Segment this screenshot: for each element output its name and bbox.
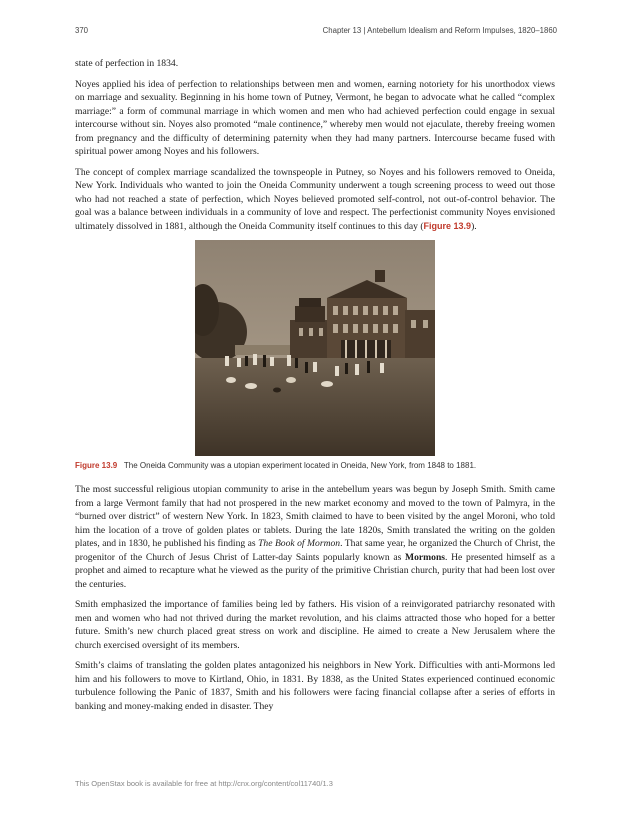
paragraph-joseph-smith-b: . That same year, he organized the Church of Christ, the progenitor of the Church of Jesus Christ of Latter-day Saints popularly known as bbox=[75, 538, 555, 563]
lawn bbox=[195, 358, 435, 456]
paragraph-kirtland: Smith’s claims of translating the golden plates antagonized his neighbors in New York. Difficulties with anti-Mormons led him and his followers to move to Kirtland, Ohio, in 1831. By 1838, as the United States experienced continued economic turbulence following the Panic of 1837, Smith and his followers were facing financial collapse after a series of efforts in banking and money-making ended in disaster. They bbox=[75, 660, 555, 712]
figure-reference-link[interactable]: Figure 13.9 bbox=[423, 220, 472, 231]
chapter-title-header: Chapter 13 | Antebellum Idealism and Reform Impulses, 1820–1860 bbox=[322, 26, 557, 35]
figure-caption bbox=[75, 460, 555, 471]
paragraph-complex-marriage: Noyes applied his idea of perfection to relationships between men and women, earning notoriety for his unorthodox views on marriage and sexuality. Beginning in his home town of Putney, Vermont, he began to advocate what he called “complex marriage:” a form of communal marriage in which women and men who had achieved perfection could engage in sexual intercourse without sin. Noyes also promoted “male continence,” whereby men would not ejaculate, thereby freeing women from pregnancy and the difficulty of determining paternity when they had many partners. Intercourse became fused with spiritual power among Noyes and his followers. bbox=[75, 78, 555, 157]
figure-caption-text: The Oneida Community was a utopian experiment located in Oneida, New York, from 1848 to 1881. bbox=[123, 461, 477, 470]
oneida-community-photo bbox=[195, 240, 435, 456]
figure-number: Figure 13.9 bbox=[75, 461, 118, 470]
key-term-mormons: Mormons bbox=[405, 551, 446, 563]
paragraph-oneida-end: ). bbox=[471, 220, 477, 232]
page-number: 370 bbox=[75, 26, 89, 35]
paragraph-oneida-text: The concept of complex marriage scandalized the townspeople in Putney, so Noyes and his followers removed to Oneida, New York. Individuals who wanted to join the Oneida Community underwent a tough screening process to weed out those who had not reached a state of perfection, which Noyes believed promoted self-control, not out-of-control behavior. The goal was a balance between individuals in a community of love and respect. The perfectionist community Noyes envisioned ultimately dissolved in 1881, although the Oneida Community itself continues to this day ( bbox=[75, 166, 555, 232]
paragraph-joseph-smith-a: The most successful religious utopian community to arise in the antebellum years was begun by Joseph Smith. Smith came from a large Vermont family that had not prospered in the new market economy and moved to the town of Palmyra, in the “burned over district” of western New York. In 1823, Smith claimed to have to been visited by the angel Moroni, who told him the location of a trove of golden plates or tablets. During the late 1820s, Smith translated the writing on the golden plates, and in 1830, he published his finding as bbox=[75, 484, 555, 549]
book-title: The Book of Mormon bbox=[258, 538, 341, 549]
page-footer: This OpenStax book is available for free at http://cnx.org/content/col11740/1.3 bbox=[75, 779, 333, 788]
paragraph-patriarchy: Smith emphasized the importance of families being led by fathers. His vision of a reinvigorated patriarchy resonated with men and women who had not thrived during the market revolution, and his claims attracted those who hoped for a better future. Smith’s new church placed great stress on work and discipline. He aimed to create a New Jerusalem where the church exercised oversight of its members. bbox=[75, 599, 555, 651]
body-text bbox=[75, 57, 555, 720]
paragraph-continuation: state of perfection in 1834. bbox=[75, 58, 179, 69]
paragraph-joseph-smith-c: . He presented himself as a prophet and aimed to recapture what he viewed as the purity of the primitive Christian church, purity that had been lost over the centuries. bbox=[75, 551, 555, 590]
paragraph-joseph-smith bbox=[75, 483, 555, 591]
paragraph-oneida bbox=[75, 166, 555, 234]
